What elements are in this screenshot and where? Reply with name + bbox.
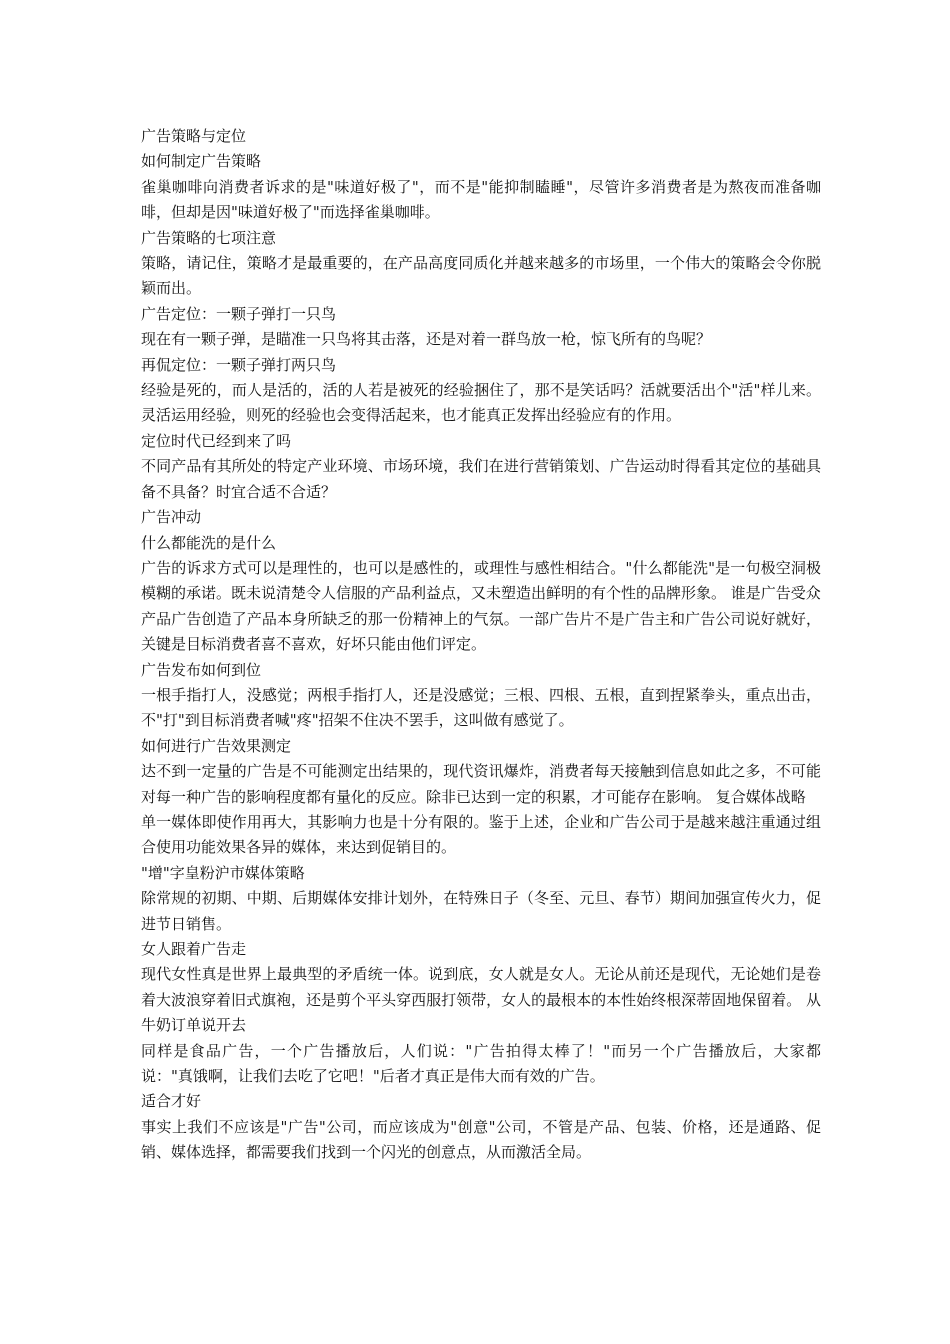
- section-heading: 适合才好: [141, 1092, 202, 1111]
- section-heading: 广告策略的七项注意: [141, 228, 277, 247]
- section-text: 单一媒体即使作用再大，其影响力也是十分有限的。鉴于上述，企业和广告公司于是越来越注重通过组合使用功能效果各异的媒体，来达到促销目的。: [141, 812, 821, 857]
- section-text: 同样是食品广告，一个广告播放后，人们说："广告拍得太棒了！"而另一个广告播放后，大家都说："真饿啊，让我们去吃了它吧！"后者才真正是伟大而有效的广告。: [141, 1041, 821, 1086]
- section-text: 产品广告创造了产品本身所缺乏的那一份精神上的气氛。一部广告片不是广告主和广告公司说好就好，关键是目标消费者喜不喜欢，好坏只能由他们评定。: [141, 609, 821, 654]
- section-text: 雀巢咖啡向消费者诉求的是"味道好极了"，而不是"能抑制瞌睡"，尽管许多消费者是为熬夜而准备咖啡，但却是因"味道好极了"而选择雀巢咖啡。: [141, 177, 821, 222]
- document-body: [141, 124, 821, 1166]
- section-heading: 如何制定广告策略: [141, 152, 262, 171]
- section-text: 事实上我们不应该是"广告"公司，而应该成为"创意"公司，不管是产品、包装、价格，还是通路、促销、媒体选择，都需要我们找到一个闪光的创意点，从而激活全局。: [141, 1117, 821, 1162]
- section-text: 现在有一颗子弹，是瞄准一只鸟将其击落，还是对着一群鸟放一枪，惊飞所有的鸟呢？: [141, 330, 712, 349]
- section-heading: 广告定位：一颗子弹打一只鸟: [141, 304, 337, 323]
- section-heading: 如何进行广告效果测定: [141, 736, 292, 755]
- section-text: 策略，请记住，策略才是最重要的，在产品高度同质化并越来越多的市场里，一个伟大的策略会令你脱颖而出。: [141, 254, 821, 298]
- section-text: 除常规的初期、中期、后期媒体安排计划外，在特殊日子（冬至、元旦、春节）期间加强宣传火力，促进节日销售。: [141, 889, 821, 933]
- section-text: 广告的诉求方式可以是理性的，也可以是感性的，或理性与感性相结合。"什么都能洗"是一句极空洞极模糊的承诺。既未说清楚令人信服的产品利益点，又未塑造出鲜明的有个性的品牌形象。 谁是广告受众: [141, 558, 821, 603]
- section-text: 达不到一定量的广告是不可能测定出结果的，现代资讯爆炸，消费者每天接触到信息如此之多，不可能对每一种广告的影响程度都有量化的反应。除非已达到一定的积累，才可能存在影响。 复合媒体战略: [141, 762, 821, 806]
- section-heading: 什么都能洗的是什么: [141, 533, 277, 552]
- section-heading: 定位时代已经到来了吗: [141, 431, 292, 450]
- section-text: 不同产品有其所处的特定产业环境、市场环境，我们在进行营销策划、广告运动时得看其定位的基础具备不具备？时宜合适不合适？: [141, 457, 821, 501]
- document-title: 广告策略与定位: [141, 127, 247, 145]
- section-heading: 广告发布如何到位: [141, 660, 262, 679]
- section-heading: "增"字皇粉沪市媒体策略: [141, 863, 305, 882]
- section-heading: 再侃定位：一颗子弹打两只鸟: [141, 355, 337, 374]
- section-text: 经验是死的，而人是活的，活的人若是被死的经验捆住了，那不是笑话吗？活就要活出个"活"样儿来。灵活运用经验，则死的经验也会变得活起来，也才能真正发挥出经验应有的作用。: [141, 381, 821, 425]
- section-text: 一根手指打人，没感觉；两根手指打人，还是没感觉；三根、四根、五根，直到捏紧拳头，重点出击，不"打"到目标消费者喊"疼"招架不住决不罢手，这叫做有感觉了。: [141, 685, 821, 730]
- section-text: 现代女性真是世界上最典型的矛盾统一体。说到底，女人就是女人。无论从前还是现代，无论她们是卷着大波浪穿着旧式旗袍，还是剪个平头穿西服打领带，女人的最根本的本性始终根深蒂固地保留着。 从牛奶订单说开去: [141, 965, 821, 1035]
- section-heading: 广告冲动: [141, 508, 202, 527]
- section-heading: 女人跟着广告走: [141, 940, 247, 958]
